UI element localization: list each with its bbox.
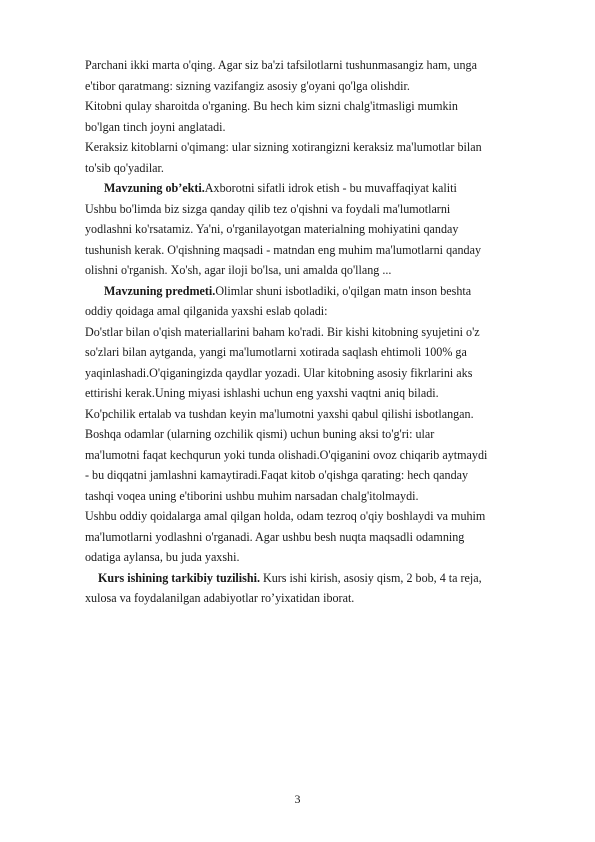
- text-line: yodlashni ko'rsatamiz. Ya'ni, o'rganilayotgan materialning mohiyatini qanday: [85, 222, 459, 236]
- text-line: yaqinlashadi.O'qiganingizda qaydlar yozadi. Ular kitobning asosiy fikrlarini aks: [85, 365, 473, 380]
- text-line: - bu diqqatni jamlashni kamaytiradi.Faqat kitob o'qishga qarating: hech qanday: [85, 468, 469, 482]
- text-line: bo'lgan tinch joyni anglatadi.: [85, 119, 226, 134]
- section-structure-lead: Kurs ishi kirish, asosiy qism, 2 bob, 4 ta reja,: [259, 570, 482, 585]
- page-number: 3: [294, 792, 301, 806]
- section-object-paragraph: [85, 178, 555, 199]
- section-structure-heading: Kurs ishining tarkibiy tuzilishi.: [98, 570, 260, 585]
- section-object-heading: Mavzuning ob’ekti.: [104, 181, 205, 195]
- body-text: [85, 55, 555, 609]
- text-line: Kitobni qulay sharoitda o'rganing. Bu hech kim sizni chalg'itmasligi mumkin: [85, 99, 458, 113]
- text-line: ma'lumotni faqat kechqurun yoki tunda olishadi.O'qiganini ovoz chiqarib aytmaydi: [85, 447, 488, 462]
- text-line: tushunish kerak. O'qishning maqsadi - matndan eng muhim ma'lumotlarni qanday: [85, 242, 481, 257]
- section-subject-lead: Olimlar shuni isbotladiki, o'qilgan matn inson beshta: [215, 283, 472, 298]
- section-structure-paragraph: [85, 568, 555, 589]
- text-line: Ushbu oddiy qoidalarga amal qilgan holda, odam tezroq o'qiy boshlaydi va muhim: [85, 509, 486, 523]
- text-line: so'zlari bilan aytganda, yangi ma'lumotlarni xotirada saqlash ehtimoli 100% ga: [85, 345, 467, 359]
- text-line: Keraksiz kitoblarni o'qimang: ular sizning xotirangizni keraksiz ma'lumotlar bilan: [85, 140, 482, 154]
- section-subject-paragraph: [85, 281, 555, 302]
- text-line: to'sib qo'yadilar.: [85, 160, 164, 175]
- section-object-lead: Axborotni sifatli idrok etish - bu muvaffaqiyat kaliti: [204, 181, 457, 195]
- text-line: ettirishi kerak.Uning miyasi ishlashi uchun eng yaxshi vaqtni aniq biladi.: [85, 386, 439, 400]
- text-line: e'tibor qaratmang: sizning vazifangiz asosiy g'oyani qo'lga olishdir.: [85, 78, 410, 93]
- text-line: odatiga aylansa, bu juda yaxshi.: [85, 550, 240, 564]
- text-line: Ushbu bo'limda biz sizga qanday qilib tez o'qishni va foydali ma'lumotlarni: [85, 201, 451, 216]
- text-line: Ko'pchilik ertalab va tushdan keyin ma'lumotni yaxshi qabul qilishi isbotlangan.: [85, 406, 474, 421]
- text-line: tashqi voqea uning e'tiborini ushbu muhim narsadan chalg'itolmaydi.: [85, 488, 419, 503]
- text-line: Do'stlar bilan o'qish materiallarini baham ko'radi. Bir kishi kitobning syujetini o'z: [85, 324, 480, 339]
- text-line: oddiy qoidaga amal qilganida yaxshi eslab qoladi:: [85, 304, 328, 318]
- section-subject-heading: Mavzuning predmeti.: [104, 283, 216, 298]
- text-line: xulosa va foydalanilgan adabiyotlar ro’yixatidan iborat.: [85, 591, 355, 605]
- text-line: Boshqa odamlar (ularning ozchilik qismi) uchun buning aksi to'g'ri: ular: [85, 427, 435, 441]
- text-line: Parchani ikki marta o'qing. Agar siz ba'zi tafsilotlarni tushunmasangiz ham, unga: [85, 58, 477, 72]
- text-line: olishni o'rganish. Xo'sh, agar iloji bo'lsa, uni amalda qo'llang ...: [85, 263, 392, 277]
- text-line: ma'lumotlarni yodlashni o'rganadi. Agar ushbu besh nuqta maqsadli odamning: [85, 529, 465, 544]
